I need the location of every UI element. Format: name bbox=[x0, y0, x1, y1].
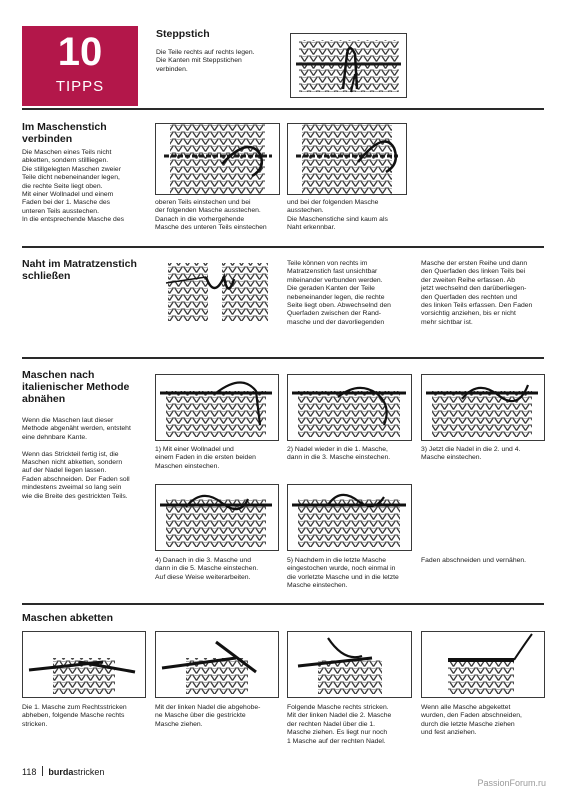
italienisch-step-2: 2) Nadel wieder in die 1. Masche, dann in die 3. Masche einstechen. bbox=[287, 446, 391, 462]
maschenstich-text-1: Die Maschen eines Teils nicht abketten, sondern stillliegen. Die stillgelegten Maschen zweier Teile dicht nebeneinander legen, die rechte Seite liegt oben. Mit einer Wollnadel und einem Faden bei der 1. Masche des unteren Teils ausstechen. In die entsprechende Masche des bbox=[22, 149, 125, 224]
steppstich-illustration bbox=[290, 33, 407, 98]
matratzen-text-1: Teile können von rechts im Matratzenstich fast unsichtbar miteinander verbunden werden. Die geraden Kanten der Teile nebeneinander legen, die rechte Seite liegt oben. Abwechselnd den Querfaden zwischen der Rand- masche und der davorliegenden bbox=[287, 260, 391, 326]
maschenstich-illustration-2 bbox=[287, 123, 407, 195]
steppstich-text: Die Teile rechts auf rechts legen. Die Kanten mit Steppstichen verbinden. bbox=[156, 49, 255, 73]
abketten-title: Maschen abketten bbox=[22, 612, 114, 624]
maschenstich-text-2: oberen Teils einstechen und bei der folgenden Masche ausstechen. Danach in die vorhergehende Masche des unteren Teils einstechen bbox=[155, 199, 267, 232]
maschenstich-title: Im Maschenstich verbinden bbox=[22, 121, 107, 145]
abketten-illustration-2 bbox=[155, 631, 279, 698]
matratzen-text-2: Masche der ersten Reihe und dann den Querfaden des linken Teils bei der zweiten Reihe erfassen. Ab jetzt wechselnd den darüberliegen- den Querfaden des rechten und des linken Teils erfassen. Den Faden vorsichtig anziehen, bis er nicht mehr sichtbar ist. bbox=[421, 260, 533, 326]
italienisch-title: Maschen nach italienischer Methode abnähen bbox=[22, 369, 130, 405]
italienisch-step-5-illustration bbox=[287, 484, 412, 551]
matratzen-title: Naht im Matratzenstich schließen bbox=[22, 258, 137, 282]
maschenstich-text-3: und bei der folgenden Masche ausstechen. Die Maschenstiche sind kaum als Naht erkennbar. bbox=[287, 199, 388, 232]
abketten-illustration-3 bbox=[287, 631, 412, 698]
tips-badge bbox=[22, 26, 138, 106]
section-divider bbox=[22, 357, 544, 359]
abketten-caption-1: Die 1. Masche zum Rechtsstricken abheben, folgende Masche rechts stricken. bbox=[22, 704, 127, 728]
italienisch-step-2-illustration bbox=[287, 374, 412, 441]
italienisch-step-6: Faden abschneiden und vernähen. bbox=[421, 557, 527, 564]
maschenstich-illustration-1 bbox=[155, 123, 280, 195]
italienisch-step-1-illustration bbox=[155, 374, 279, 441]
italienisch-step-4: 4) Danach in die 3. Masche und dann in die 5. Masche einstechen. Auf diese Weise weiterarbeiten. bbox=[155, 557, 259, 581]
watermark: PassionForum.ru bbox=[477, 778, 546, 788]
abketten-illustration-4 bbox=[421, 631, 545, 698]
section-divider bbox=[22, 108, 544, 110]
page-footer bbox=[22, 766, 104, 777]
italienisch-step-5: 5) Nachdem in die letzte Masche eingestochen wurde, noch einmal in die vorletzte Masche und in die letzte Masche einstechen. bbox=[287, 557, 399, 590]
abketten-caption-2: Mit der linken Nadel die abgehobe- ne Masche über die gestrickte Masche ziehen. bbox=[155, 704, 261, 728]
brand-rest: stricken bbox=[73, 767, 105, 777]
page-number: 118 bbox=[22, 767, 37, 777]
badge-number: 10 bbox=[57, 30, 103, 74]
italienisch-step-3: 3) Jetzt die Nadel in die 2. und 4. Masche einstechen. bbox=[421, 446, 521, 462]
brand-bold: burda bbox=[48, 767, 74, 777]
section-divider bbox=[22, 246, 544, 248]
abketten-caption-4: Wenn alle Masche abgekettet wurden, den Faden abschneiden, durch die letzte Masche ziehen und fest anziehen. bbox=[421, 704, 522, 737]
italienisch-intro: Wenn die Maschen laut dieser Methode abgenäht werden, entsteht eine dehnbare Kante. Wenn das Strickteil fertig ist, die Maschen nicht abketten, sondern auf der Nadel liegen lassen. Faden abschneiden. Der Faden soll mindestens zweimal so lang sein wie die Breite des gestrickten Teils. bbox=[22, 417, 131, 500]
abketten-illustration-1 bbox=[22, 631, 146, 698]
abketten-caption-3: Folgende Masche rechts stricken. Mit der linken Nadel die 2. Masche der rechten Nadel über die 1. Masche ziehen. Es liegt nur noch 1 Masche auf der rechten Nadel. bbox=[287, 704, 392, 745]
steppstich-title: Steppstich bbox=[156, 28, 210, 40]
italienisch-step-1: 1) Mit einer Wollnadel und einem Faden in die ersten beiden Maschen einstechen. bbox=[155, 446, 256, 470]
section-divider bbox=[22, 603, 544, 605]
italienisch-step-3-illustration bbox=[421, 374, 545, 441]
badge-word: TIPPS bbox=[55, 78, 105, 95]
italienisch-step-4-illustration bbox=[155, 484, 279, 551]
matratzen-illustration bbox=[155, 258, 279, 326]
